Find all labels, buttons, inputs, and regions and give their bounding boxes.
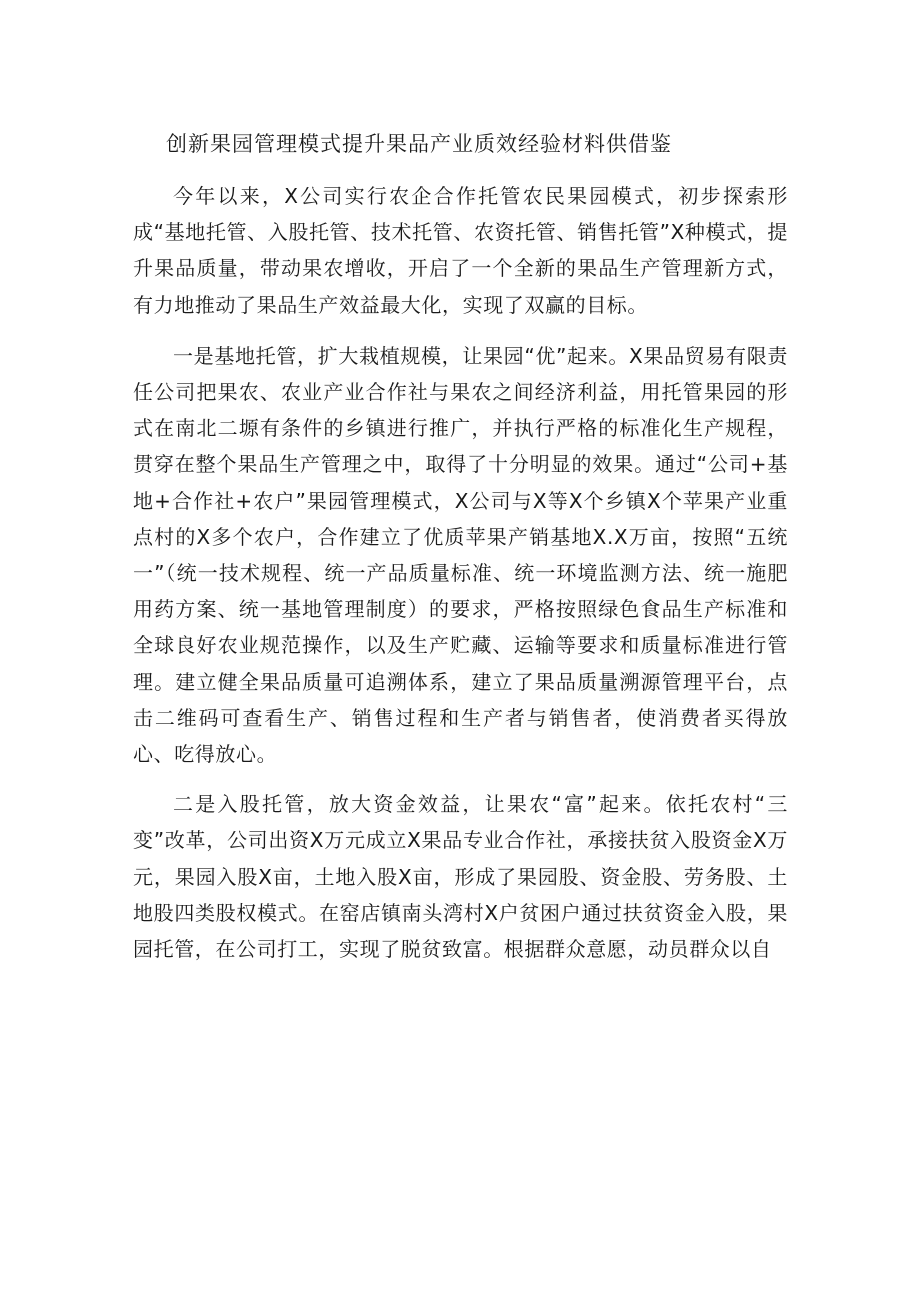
paragraph-base-management: 一是基地托管，扩大栽植规模，让果园“优”起来。X果品贸易有限责任公司把果农、农业产业合作社与果农之间经济利益，用托管果园的形式在南北二塬有条件的乡镇进行推广，并执行严格的标准化生产规程，贯穿在整个果品生产管理之中，取得了十分明显的效果。通过“公司+基地+合作社+农户”果园管理模式，X公司与X等X个乡镇X个苹果产业重点村的X多个农户，合作建立了优质苹果产销基地X.X万亩，按照“五统一”（统一技术规程、统一产品质量标准、统一环境监测方法、统一施肥用药方案、统一基地管理制度）的要求，严格按照绿色食品生产标准和全球良好农业规范操作，以及生产贮藏、运输等要求和质量标准进行管理。建立健全果品质量可追溯体系，建立了果品质量溯源管理平台，点击二维码可查看生产、销售过程和生产者与销售者，使消费者买得放心、吃得放心。	[133, 343, 788, 767]
document-body	[133, 178, 788, 982]
document-title: 创新果园管理模式提升果品产业质效经验材料供借鉴	[166, 132, 672, 156]
paragraph-share-management: 二是入股托管，放大资金效益，让果农“富”起来。依托农村“三变”改革，公司出资X万元成立X果品专业合作社，承接扶贫入股资金X万元，果园入股X亩，土地入股X亩，形成了果园股、资金股、劳务股、土地股四类股权模式。在窑店镇南头湾村X户贫困户通过扶贫资金入股，果园托管，在公司打工，实现了脱贫致富。根据群众意愿，动员群众以自	[133, 792, 788, 962]
paragraph-intro: 今年以来，X公司实行农企合作托管农民果园模式，初步探索形成“基地托管、入股托管、技术托管、农资托管、销售托管”X种模式，提升果品质量，带动果农增收，开启了一个全新的果品生产管理新方式，有力地推动了果品生产效益最大化，实现了双赢的目标。	[133, 184, 788, 317]
